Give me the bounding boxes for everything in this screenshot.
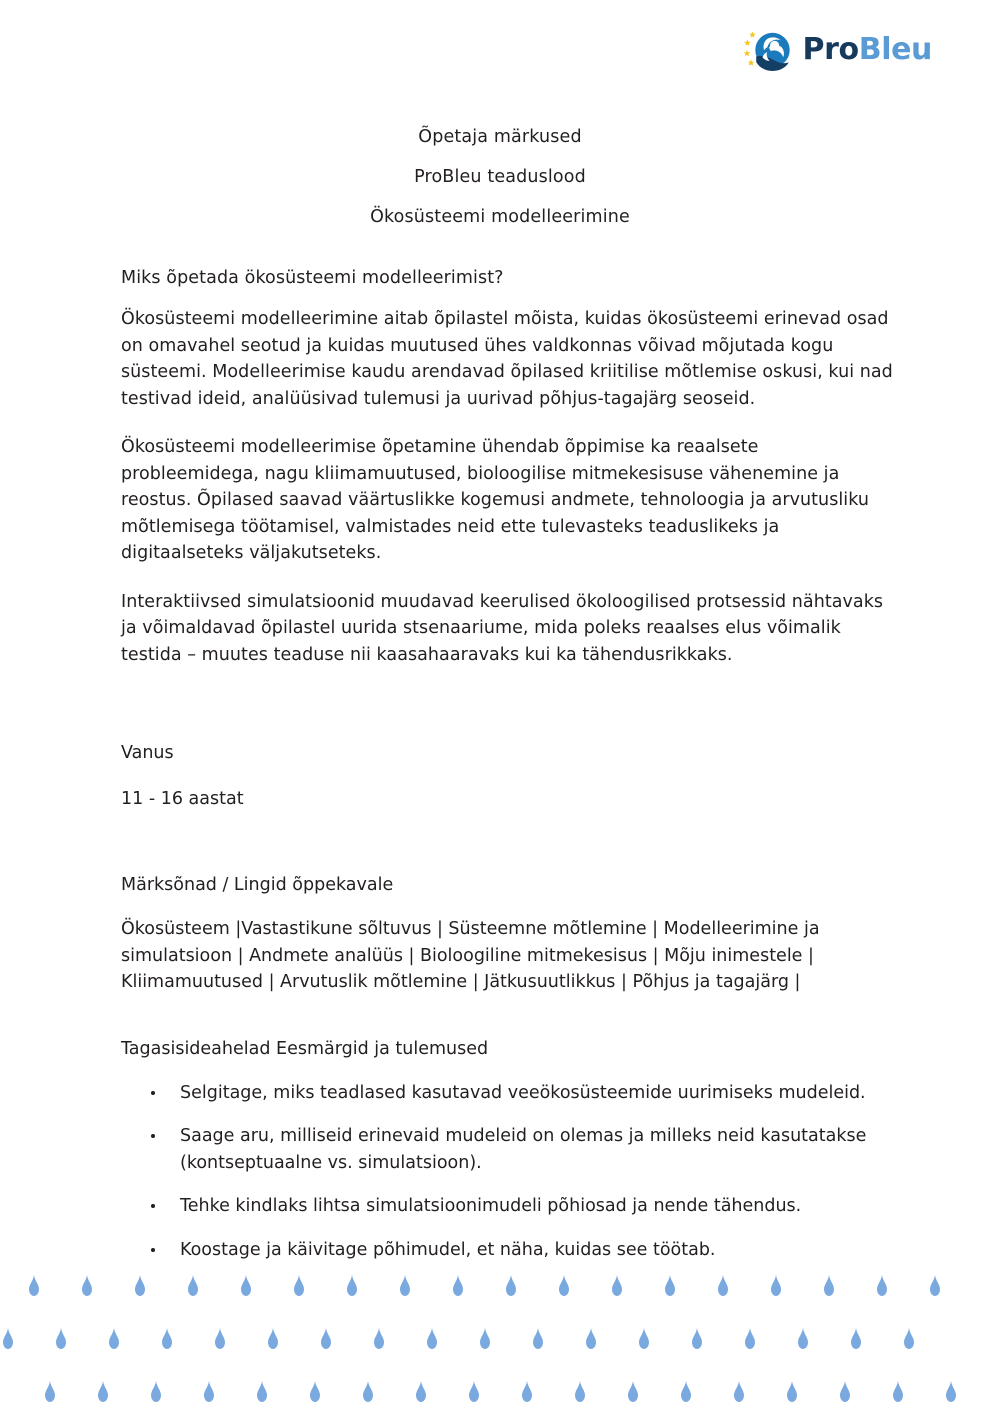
water-droplet-icon (55, 1328, 108, 1350)
water-droplet-icon (903, 1328, 956, 1350)
water-droplet-icon (452, 1275, 505, 1297)
section-heading-outcomes: Tagasisideahelad Eesmärgid ja tulemused (121, 1038, 489, 1059)
water-droplet-icon (214, 1328, 267, 1350)
water-droplet-icon (150, 1381, 203, 1403)
section-heading-age: Vanus (121, 743, 174, 763)
brand-word-pro: Pro (802, 32, 859, 67)
water-droplet-icon (850, 1328, 903, 1350)
water-droplet-icon (97, 1381, 150, 1403)
problue-globe-stars-icon (744, 26, 792, 74)
water-droplet-icon (876, 1275, 929, 1297)
water-droplet-icon (362, 1381, 415, 1403)
spacer-before-keywords (121, 832, 893, 872)
water-droplet-icon (585, 1328, 638, 1350)
spacer-before-age (121, 690, 893, 740)
water-droplet-icon (134, 1275, 187, 1297)
water-droplet-icon (187, 1275, 240, 1297)
water-droplet-icon (839, 1381, 892, 1403)
bullet-icon (151, 1091, 155, 1095)
water-droplet-icon (203, 1381, 256, 1403)
water-droplet-icon (680, 1381, 733, 1403)
water-droplet-icon (2, 1328, 55, 1350)
water-droplet-icon (161, 1328, 214, 1350)
spacer-before-outcomes (121, 996, 893, 1036)
water-droplet-icon (267, 1328, 320, 1350)
water-droplet-icon (627, 1381, 680, 1403)
list-item-text: Selgitage, miks teadlased kasutavad veeökosüsteemide uurimiseks mudeleid. (180, 1082, 866, 1103)
water-droplet-icon (28, 1275, 81, 1297)
water-droplet-icon (733, 1381, 786, 1403)
paragraph-why-3: Interaktiivsed simulatsioonid muudavad keerulised ökoloogilised protsessid nähtavaks ja võimaldavad õpilastel uurida stsenaariume, mida poleks reaalses elus võimalik testida – muutes teaduse nii kaasahaaravaks kui ka tähendusrikkaks. (121, 591, 884, 665)
droplet-row-2 (0, 1328, 1000, 1350)
list-item (121, 1123, 893, 1176)
water-droplet-icon (44, 1381, 97, 1403)
water-droplet-icon (574, 1381, 627, 1403)
water-droplet-icon (744, 1328, 797, 1350)
water-droplet-icon (256, 1381, 309, 1403)
water-droplet-icon (373, 1328, 426, 1350)
water-droplet-icon (81, 1275, 134, 1297)
water-droplet-icon (611, 1275, 664, 1297)
learning-outcomes-list (121, 1080, 893, 1264)
age-range-value: 11 - 16 aastat (121, 789, 244, 809)
list-item-text: Koostage ja käivitage põhimudel, et näha, kuidas see töötab. (180, 1239, 716, 1260)
brand-word-bleu: Bleu (858, 32, 932, 67)
water-droplet-icon (346, 1275, 399, 1297)
paragraph-why-2: Ökosüsteemi modelleerimise õpetamine ühendab õppimise ka reaalsete probleemidega, nagu kliimamuutused, bioloogilise mitmekesisuse vähenemine ja reostus. Õpilased saavad väärtuslikke kogemusi andmete, tehnoloogia ja arvutusliku mõtlemisega töötamisel, valmistades neid ette tulevasteks teaduslikeks ja digitaalseteks väljakutseteks. (121, 437, 869, 563)
water-droplet-icon (479, 1328, 532, 1350)
water-droplet-icon (309, 1381, 362, 1403)
water-droplet-icon (717, 1275, 770, 1297)
brand-wordmark (802, 32, 932, 67)
bullet-icon (151, 1204, 155, 1208)
water-droplet-icon (786, 1381, 839, 1403)
page-title: Õpetaja märkused (418, 127, 582, 147)
document-subtitle: ProBleu teaduslood (414, 167, 586, 187)
list-item (121, 1193, 893, 1220)
section-heading-keywords: Märksõnad / Lingid õppekavale (121, 875, 394, 895)
section-heading-why: Miks õpetada ökosüsteemi modelleerimist? (121, 268, 504, 288)
water-droplet-icon (691, 1328, 744, 1350)
water-droplet-icon (240, 1275, 293, 1297)
footer-droplet-pattern (0, 1265, 1000, 1415)
water-droplet-icon (108, 1328, 161, 1350)
water-droplet-icon (558, 1275, 611, 1297)
list-item (121, 1237, 893, 1264)
water-droplet-icon (532, 1328, 585, 1350)
water-droplet-icon (770, 1275, 823, 1297)
water-droplet-icon (892, 1381, 945, 1403)
water-droplet-icon (468, 1381, 521, 1403)
bullet-icon (151, 1248, 155, 1252)
water-droplet-icon (664, 1275, 717, 1297)
brand-header (744, 26, 932, 74)
document-topic: Ökosüsteemi modelleerimine (370, 207, 630, 227)
droplet-row-3 (0, 1381, 1000, 1403)
list-item-text: Tehke kindlaks lihtsa simulatsioonimudeli põhiosad ja nende tähendus. (180, 1196, 802, 1216)
water-droplet-icon (638, 1328, 691, 1350)
water-droplet-icon (945, 1381, 998, 1403)
document-title-block (0, 117, 1000, 237)
water-droplet-icon (320, 1328, 373, 1350)
bullet-icon (151, 1134, 155, 1138)
water-droplet-icon (426, 1328, 479, 1350)
water-droplet-icon (399, 1275, 452, 1297)
water-droplet-icon (823, 1275, 876, 1297)
list-item (121, 1080, 893, 1107)
document-body (121, 266, 893, 1263)
water-droplet-icon (797, 1328, 850, 1350)
paragraph-why-1: Ökosüsteemi modelleerimine aitab õpilastel mõista, kuidas ökosüsteemi erinevad osad on omavahel seotud ja kuidas muutused ühes valdkonnas võivad mõjutada kogu süsteemi. Modelleerimise kaudu arendavad õpilased kriitilise mõtlemise oskusi, kui nad testivad ideid, analüüsivad tulemusi ja uurivad põhjus-tagajärg seoseid. (121, 309, 893, 409)
water-droplet-icon (293, 1275, 346, 1297)
droplet-row-1 (0, 1275, 1000, 1297)
keywords-list: Ökosüsteem |Vastastikune sõltuvus | Süsteemne mõtlemine | Modelleerimine ja simulatsioon | Andmete analüüs | Bioloogiline mitmekesisus | Mõju inimestele | Kliimamuutused | Arvutuslik mõtlemine | Jätkusuutlikkus | Põhjus ja tagajärg | (121, 919, 820, 992)
water-droplet-icon (521, 1381, 574, 1403)
water-droplet-icon (415, 1381, 468, 1403)
list-item-text: Saage aru, milliseid erinevaid mudeleid on olemas ja milleks neid kasutatakse (kontseptuaalne vs. simulatsioon). (180, 1126, 867, 1173)
water-droplet-icon (505, 1275, 558, 1297)
water-droplet-icon (929, 1275, 982, 1297)
